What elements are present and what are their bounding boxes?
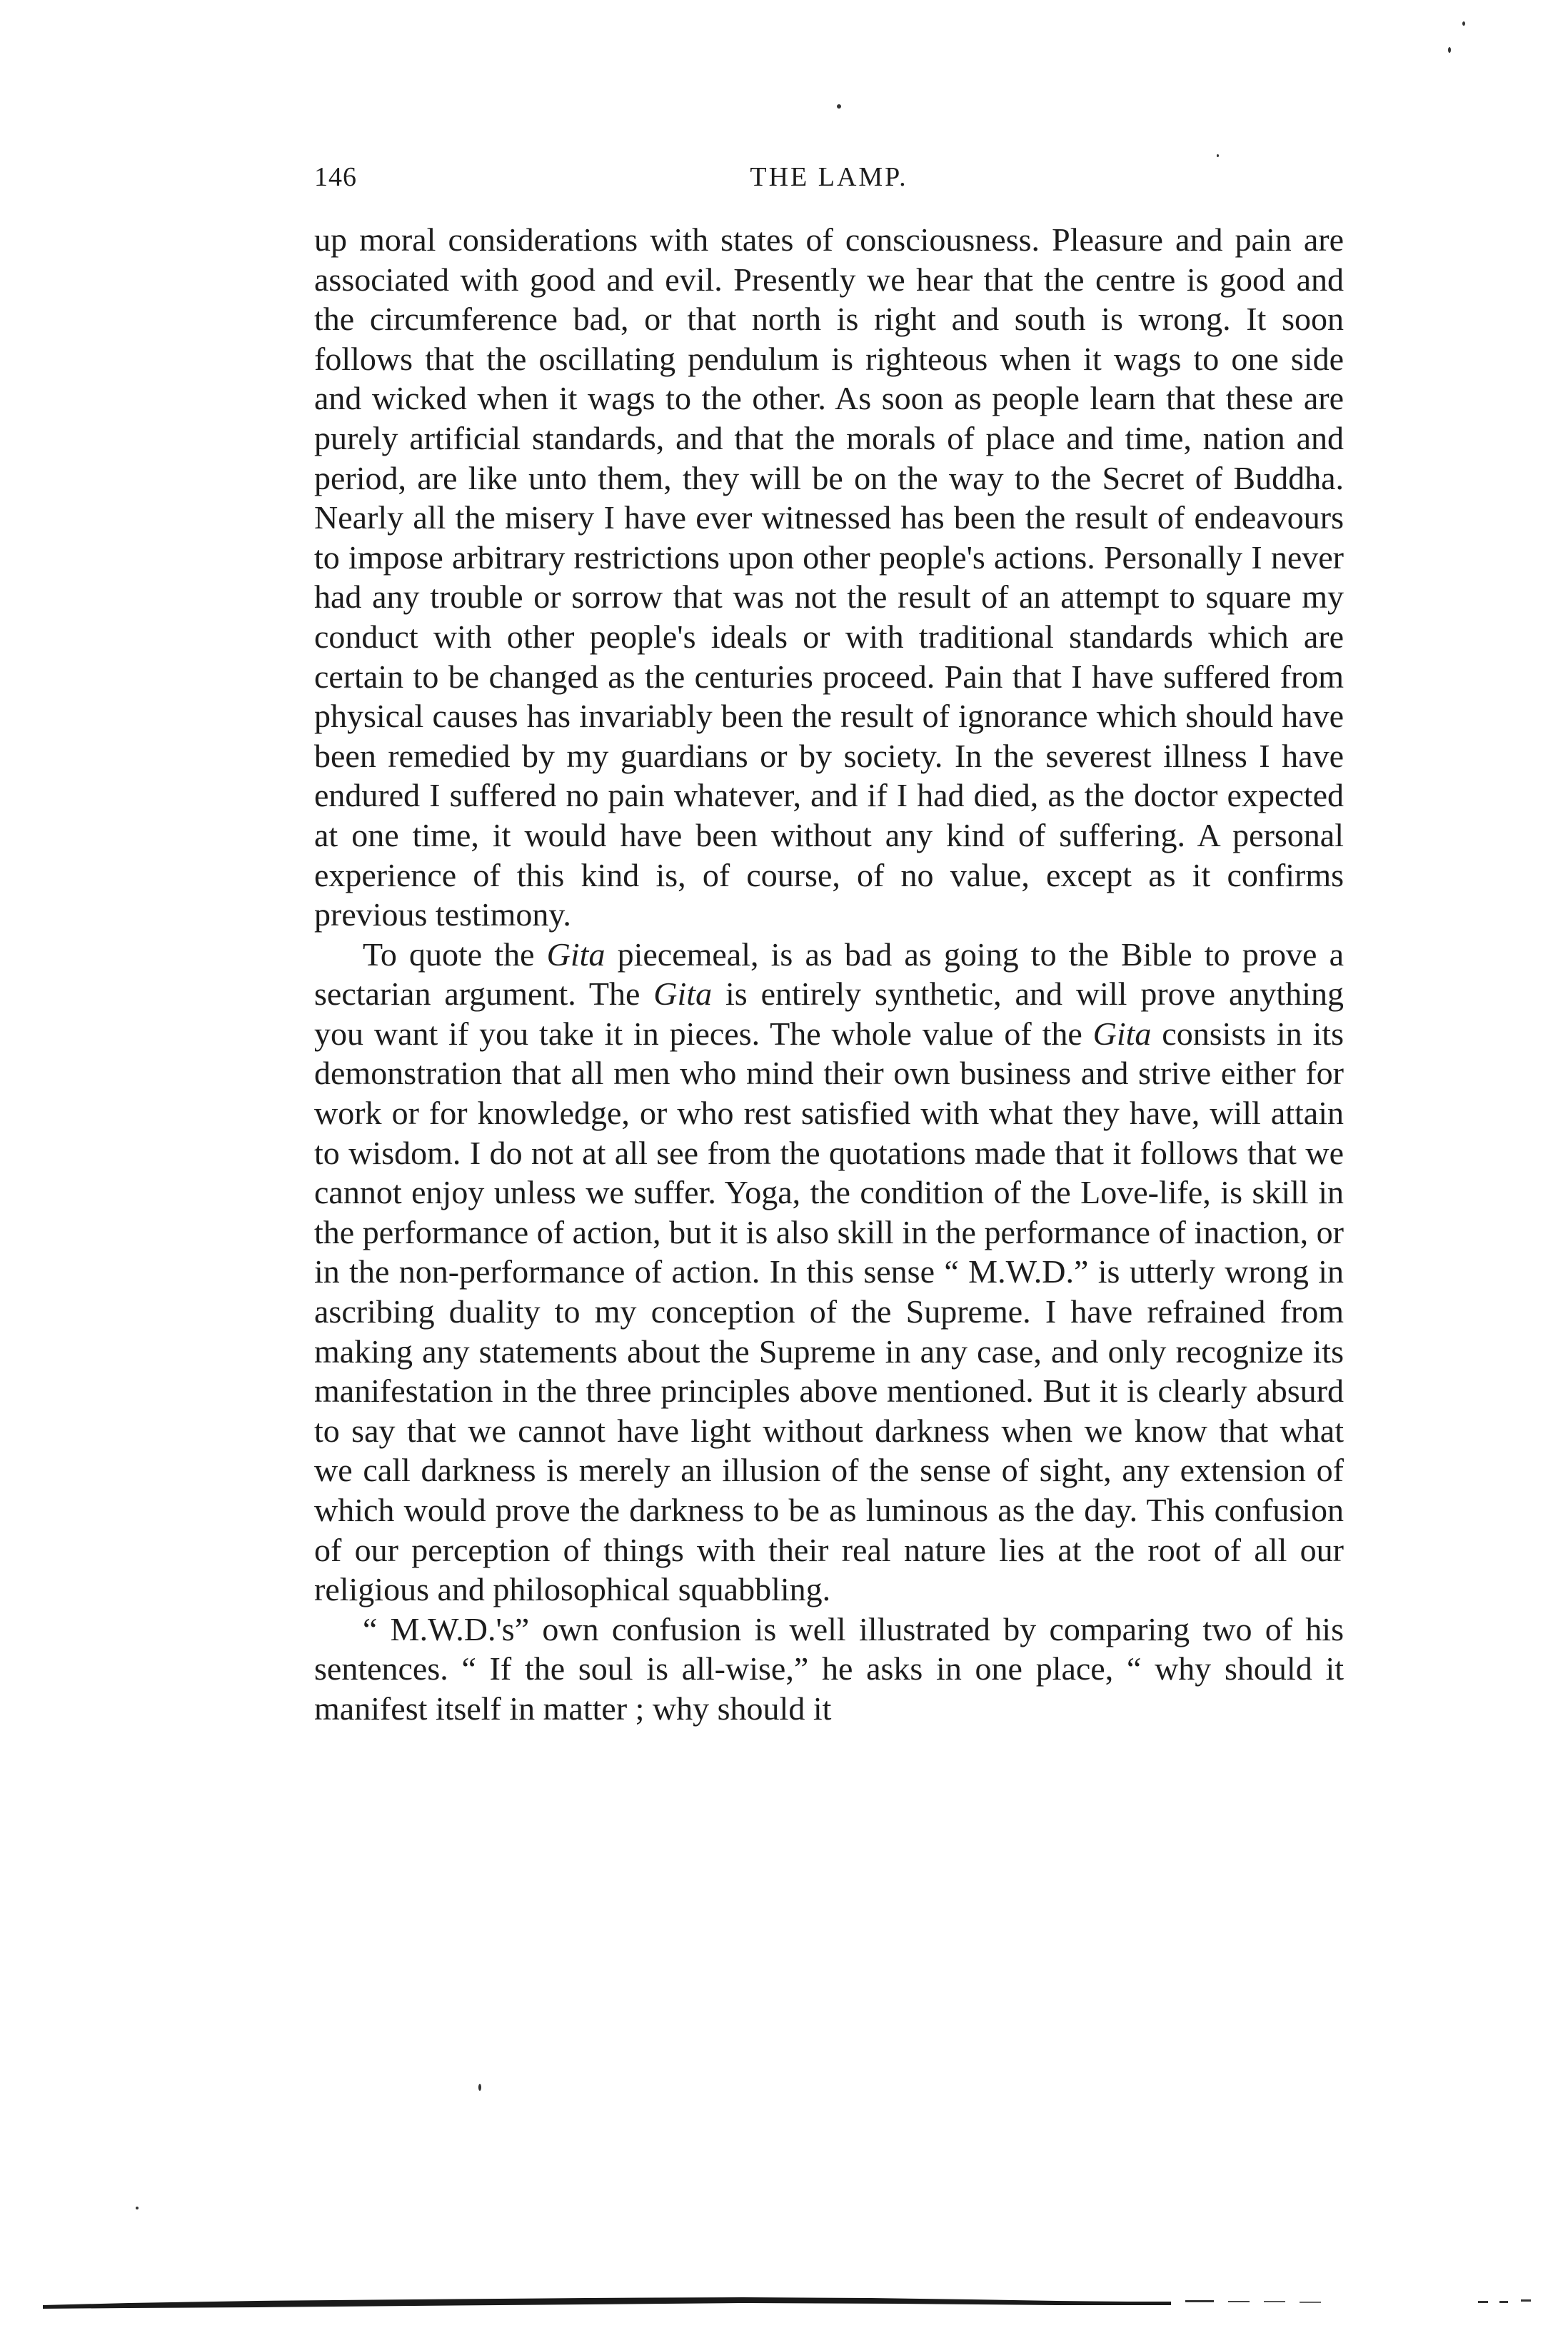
paragraph-3: “ M.W.D.'s” own confusion is well illustrated by comparing two of his sentences. “ If the soul is all-wise,” he asks in one place, “ why should it manifest itself in matter ; why should it: [314, 1610, 1344, 1727]
article-body: [314, 220, 1344, 1729]
gita-italic-1: Gita: [546, 935, 605, 973]
scan-speck: [1448, 47, 1451, 53]
scan-speck: [1499, 2301, 1508, 2303]
scan-speck: [837, 104, 841, 109]
scan-speck: [1217, 154, 1219, 157]
page-header: [314, 161, 1344, 211]
page-number: 146: [314, 162, 357, 192]
paragraph-1: up moral considerations with states of consciousness. Pleasure and pain are associated with good and evil. Presently we hear that the centre is good and the circumference bad, or that north is right and south is wrong. It soon follows that the oscillating pendulum is righteous when it wags to one side and wicked when it wags to the other. As soon as people learn that these are purely artificial standards, and that the morals of place and time, nation and period, are like unto them, they will be on the way to the Secret of Buddha. Nearly all the misery I have ever witnessed has been the result of endeavours to impose arbitrary restrictions upon other people's actions. Personally I never had any trouble or sorrow that was not the result of an attempt to square my conduct with other people's ideals or with traditional standards which are certain to be changed as the centuries proceed. Pain that I have suffered from physical causes has invariably been the result of ignorance which should have been remedied by my guardians or by society. In the severest illness I have endured I suffered no pain whatever, and if I had died, as the doctor expected at one time, it would have been without any kind of suffering. A personal experience of this kind is, of course, of no value, except as it confirms previous testimony.: [314, 221, 1344, 933]
gita-italic-2: Gita: [653, 975, 713, 1013]
scan-speck: [478, 2084, 481, 2091]
scan-speck: [136, 2207, 139, 2209]
scan-speck: [1478, 2301, 1488, 2303]
paragraph-2-text-a: To quote the: [363, 935, 547, 973]
paragraph-2-text-c: is entirely synthetic, and will prove anything you want if you take it in pieces. The whole value of the: [314, 975, 1344, 1052]
scan-edge-rule: [43, 2291, 1328, 2309]
scan-speck: [1462, 21, 1465, 26]
running-title: THE LAMP.: [750, 162, 908, 192]
gita-italic-3: Gita: [1092, 1015, 1152, 1052]
paragraph-2-text-b: piecemeal, is as bad as going to the Bible to prove a sectarian argument. The: [314, 935, 1345, 1013]
paragraph-2: [314, 935, 1344, 1610]
scan-speck: [1521, 2299, 1531, 2302]
paragraph-2-text-d: consists in its demonstration that all men who mind their own business and strive either for work or for knowledge, or who rest satisfied with what they have, will attain to wisdom. I do not at all see from the quotations made that it follows that we cannot enjoy unless we suffer. Yoga, the condition of the Love-life, is skill in the performance of action, but it is also skill in the performance of inaction, or in the non-performance of action. In this sense “ M.W.D.” is utterly wrong in ascribing duality to my conception of the Supreme. I have refrained from making any statements about the Supreme in any case, and only recognize its manifestation in the three principles above mentioned. But it is clearly absurd to say that we cannot have light without darkness when we know that what we call darkness is merely an illusion of the sense of sight, any extension of which would prove the darkness to be as luminous as the day. This confusion of our perception of things with their real nature lies at the root of all our religious and philosophical squabbling.: [314, 1015, 1344, 1608]
